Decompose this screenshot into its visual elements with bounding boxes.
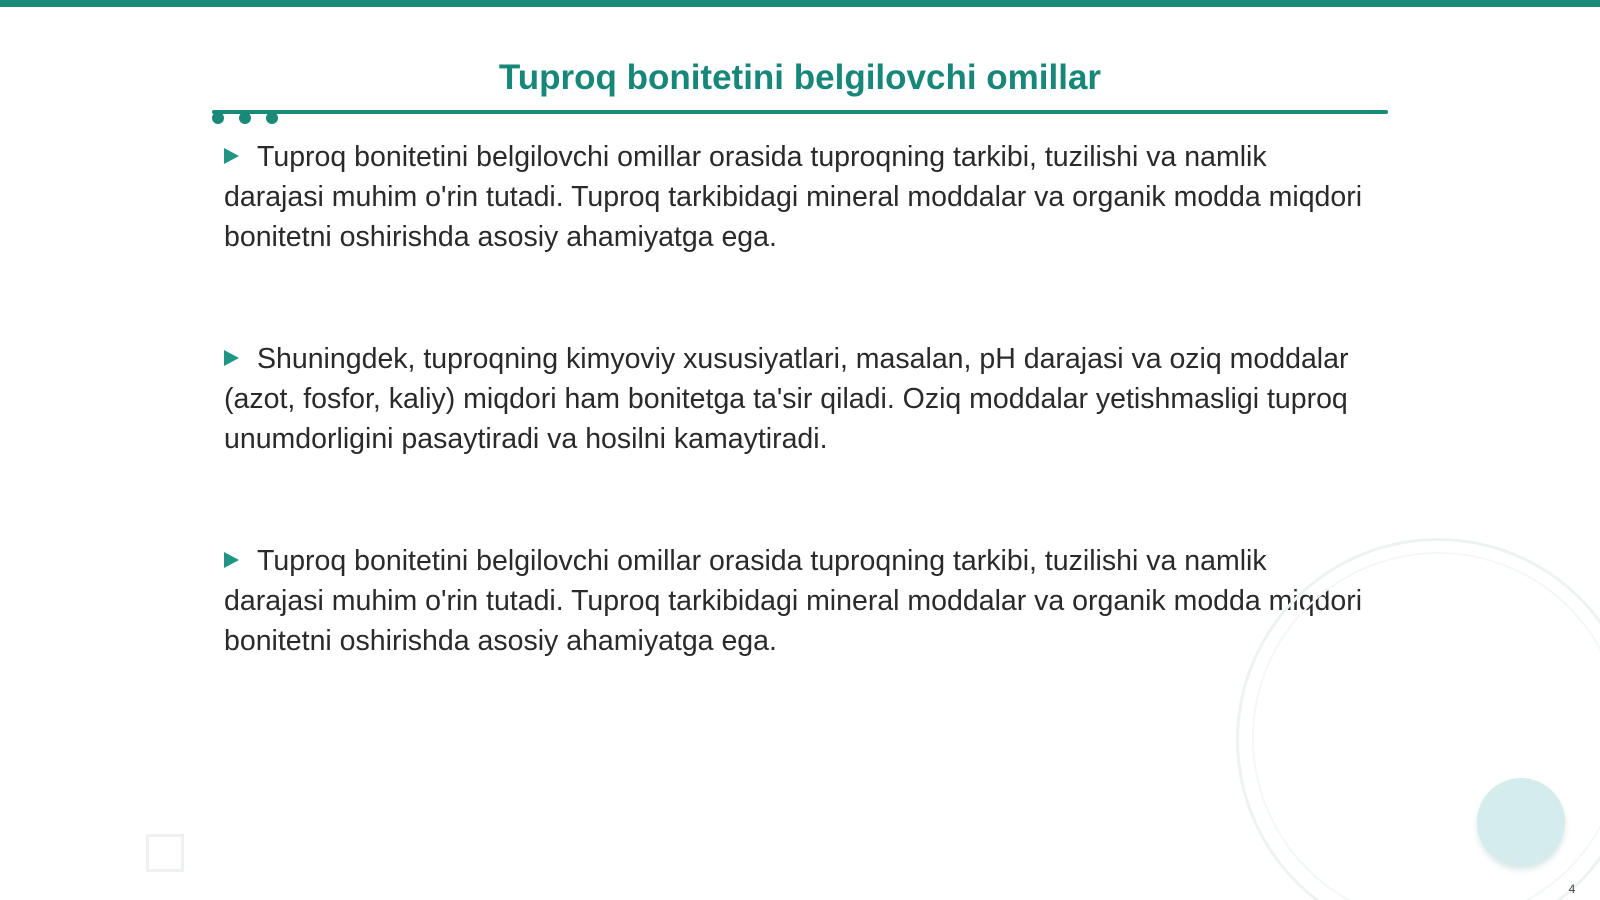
title-underline (212, 110, 1388, 114)
page-number: 4 (1568, 882, 1576, 896)
bullet-item (224, 339, 1374, 459)
bullet-text: Shuningdek, tuproqning kimyoviy xususiyatlari, masalan, pH darajasi va oziq moddalar (azot, fosfor, kaliy) miqdori ham bonitetga ta'sir qiladi. Oziq moddalar yetishmasligi tuproq unumdorligini pasaytiradi va hosilni kamaytiradi. (224, 343, 1349, 455)
triangle-right-icon (224, 552, 239, 568)
decor-dot (239, 112, 251, 124)
bullet-item (224, 137, 1374, 257)
top-accent-bar (0, 0, 1600, 7)
decor-square (146, 834, 184, 872)
decor-dot (266, 112, 278, 124)
bullet-text: Tuproq bonitetini belgilovchi omillar orasida tuproqning tarkibi, tuzilishi va namlik darajasi muhim o'rin tutadi. Tuproq tarkibidagi mineral moddalar va organik modda miqdori bonitetni oshirishda asosiy ahamiyatga ega. (224, 545, 1363, 657)
triangle-right-icon (224, 148, 239, 164)
slide-title: Tuproq bonitetini belgilovchi omillar (498, 58, 1102, 97)
triangle-right-icon (224, 350, 239, 366)
decor-circle (1477, 778, 1565, 866)
bullet-list (224, 137, 1374, 743)
bullet-text: Tuproq bonitetini belgilovchi omillar orasida tuproqning tarkibi, tuzilishi va namlik darajasi muhim o'rin tutadi. Tuproq tarkibidagi mineral moddalar va organik modda miqdori bonitetni oshirishda asosiy ahamiyatga ega. (224, 141, 1363, 253)
bullet-item (224, 541, 1374, 661)
decor-dot (212, 112, 224, 124)
